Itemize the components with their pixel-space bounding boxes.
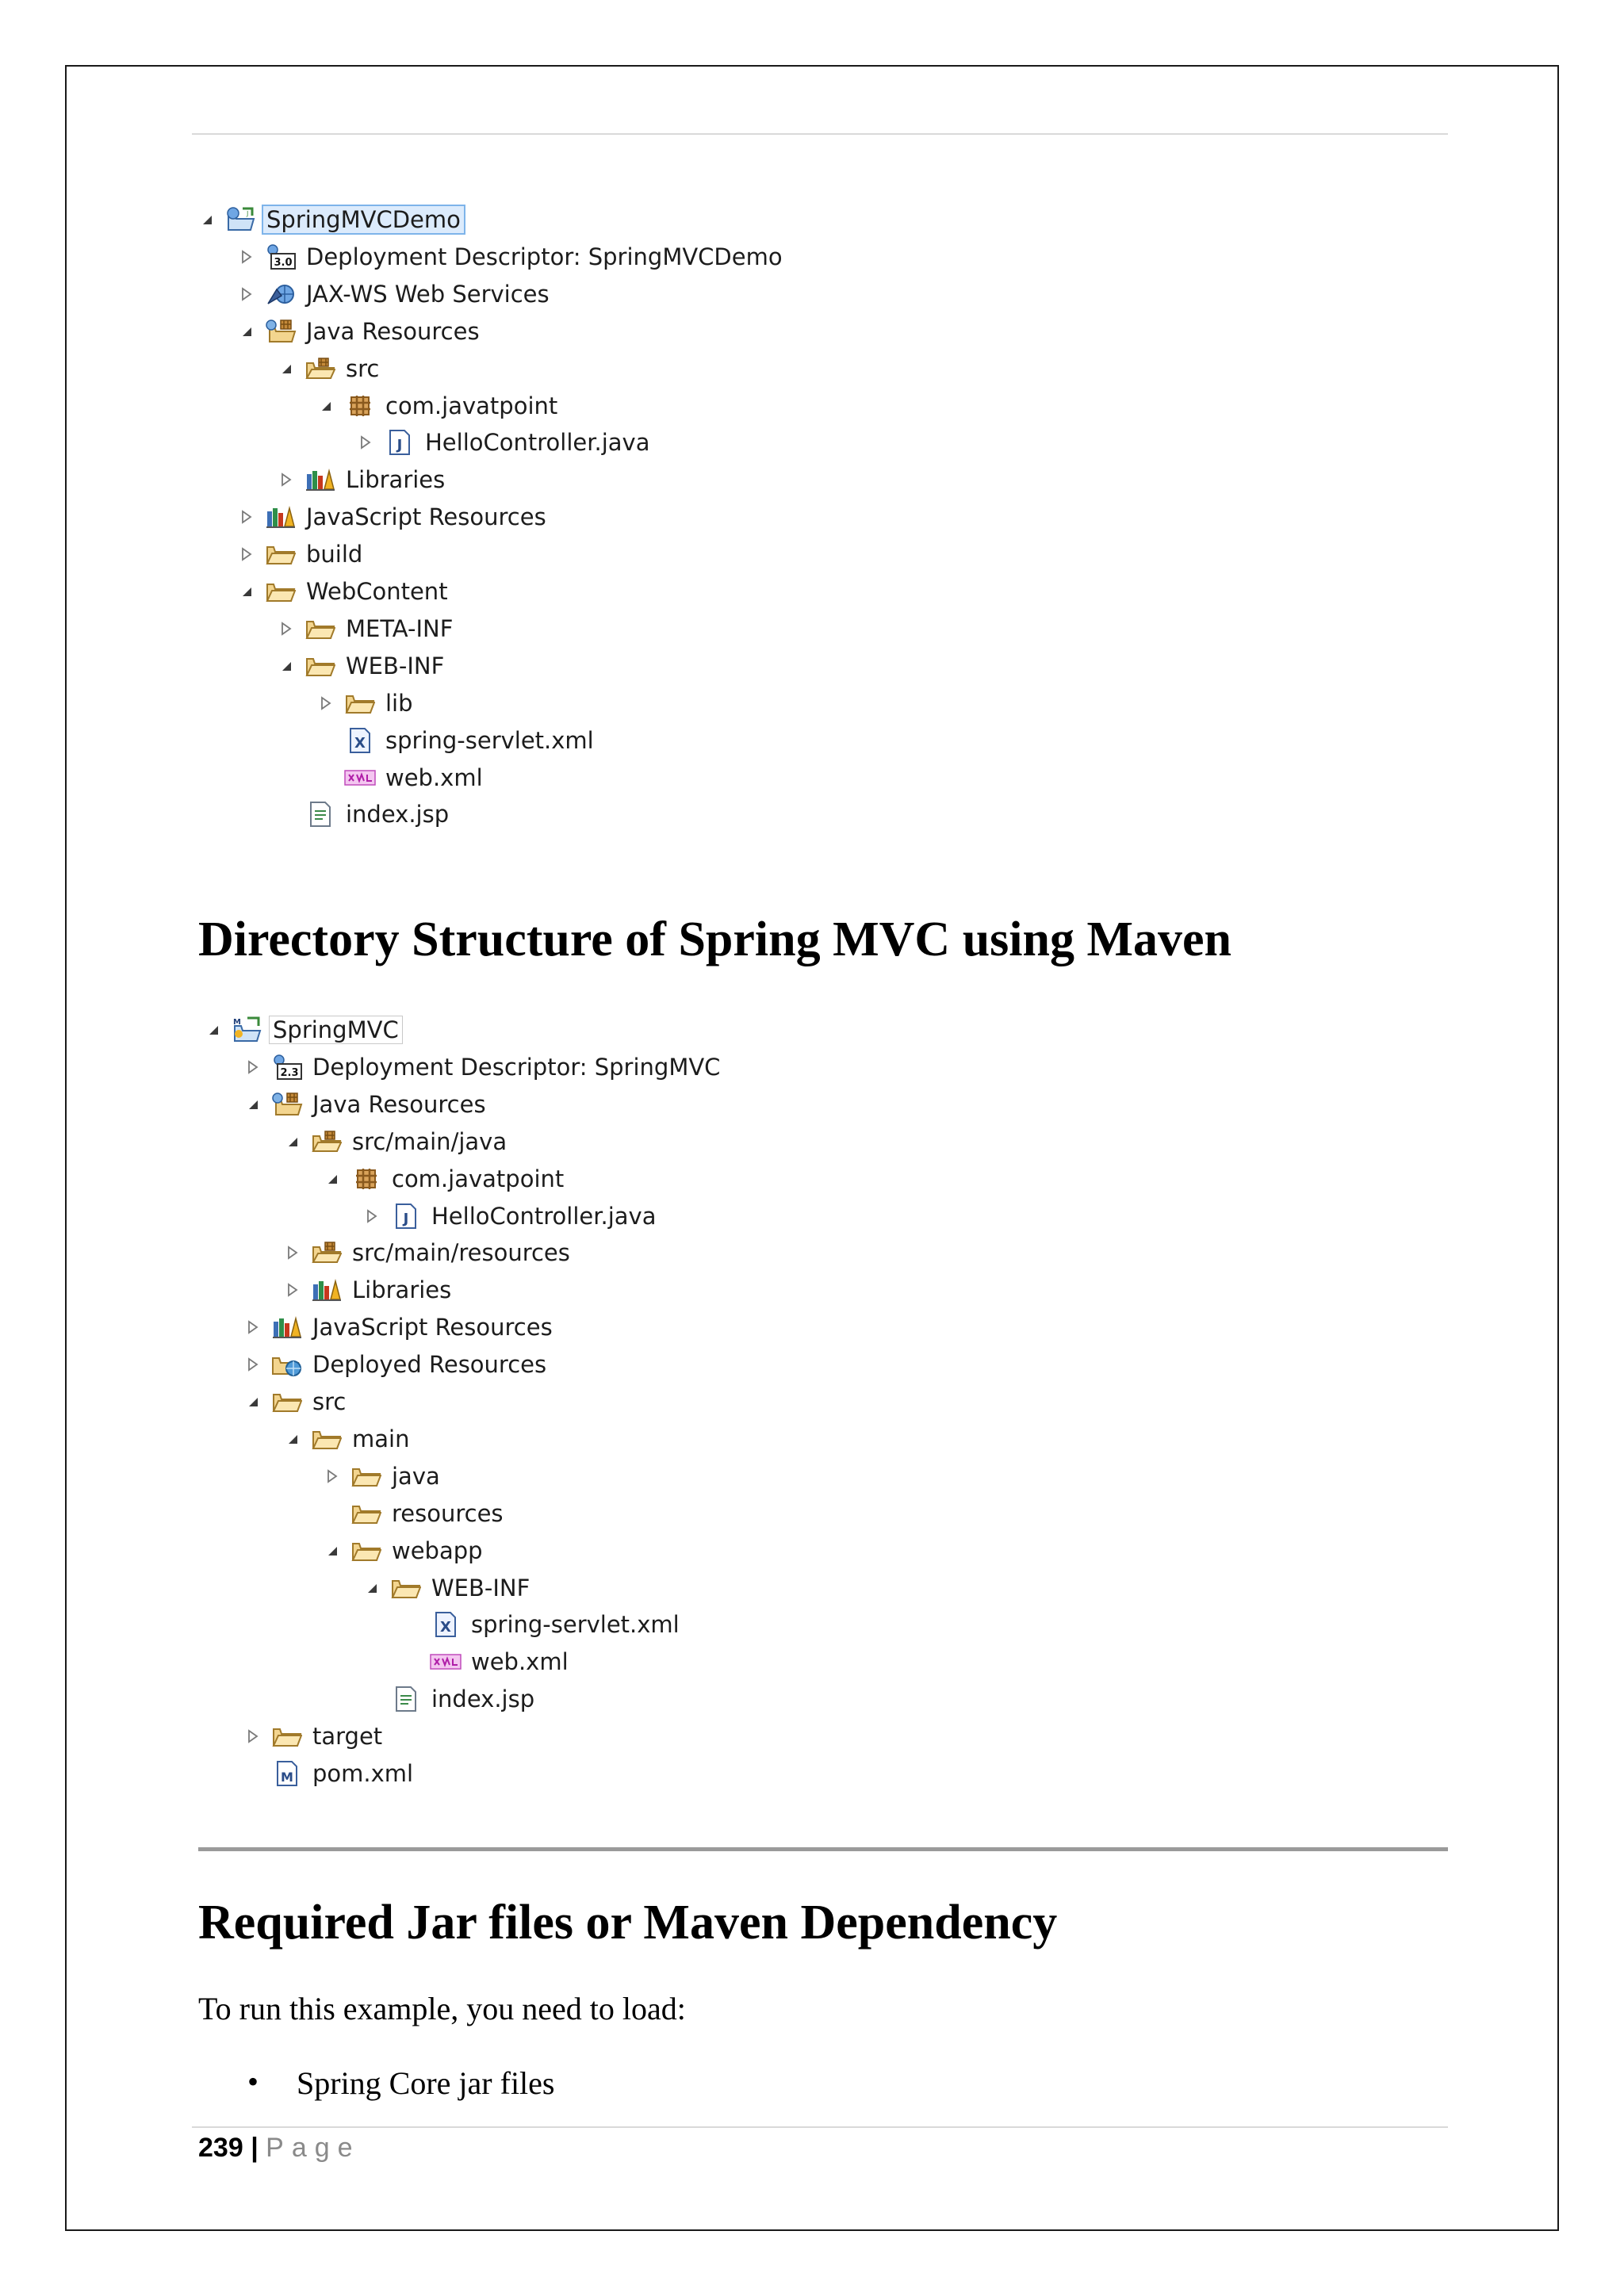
tree-item-label: Java Resources — [306, 317, 480, 345]
expanded-toggle-icon[interactable] — [236, 321, 257, 342]
header-rule — [192, 133, 1448, 135]
collapsed-toggle-icon[interactable] — [236, 247, 257, 267]
toggle-placeholder — [243, 1763, 263, 1784]
expanded-toggle-icon[interactable] — [197, 209, 217, 230]
folder-icon — [350, 1537, 382, 1564]
expanded-toggle-icon[interactable] — [316, 396, 336, 416]
collapsed-toggle-icon[interactable] — [316, 693, 336, 714]
tree-item-label: main — [352, 1425, 410, 1452]
folder-icon — [390, 1575, 422, 1601]
bullet-marker: • — [247, 2064, 259, 2099]
tree-item[interactable] — [362, 1571, 530, 1605]
expanded-toggle-icon[interactable] — [243, 1094, 263, 1115]
deployment-descriptor-icon — [265, 243, 297, 270]
tree-item-label: SpringMVCDemo — [262, 205, 465, 235]
tree-item-label: src/main/java — [352, 1127, 508, 1155]
collapsed-toggle-icon[interactable] — [322, 1466, 343, 1487]
tree-item-label: Deployment Descriptor: SpringMVC — [312, 1053, 721, 1081]
tree-item[interactable] — [316, 723, 594, 758]
tree-item[interactable] — [236, 574, 448, 609]
tree-item[interactable] — [401, 1607, 680, 1642]
collapsed-toggle-icon[interactable] — [236, 544, 257, 564]
tree-item[interactable] — [276, 611, 453, 646]
folder-icon — [265, 541, 297, 568]
source-folder-icon — [304, 355, 336, 382]
svg-text:J: J — [403, 1210, 409, 1227]
tree-item-label: Java Resources — [312, 1090, 486, 1118]
xml-file-icon — [430, 1648, 462, 1675]
toggle-placeholder — [316, 767, 336, 788]
collapsed-toggle-icon[interactable] — [236, 284, 257, 304]
toggle-placeholder — [316, 730, 336, 751]
collapsed-toggle-icon[interactable] — [243, 1057, 263, 1077]
tree-item[interactable] — [322, 1459, 440, 1494]
folder-icon — [304, 652, 336, 679]
folder-icon — [271, 1723, 303, 1750]
tree-item-label: WebContent — [306, 578, 448, 605]
package-icon — [344, 392, 376, 419]
tree-item[interactable] — [243, 1347, 546, 1382]
collapsed-toggle-icon[interactable] — [362, 1206, 382, 1226]
tree-item[interactable] — [322, 1161, 564, 1196]
expanded-toggle-icon[interactable] — [322, 1540, 343, 1561]
tree-item[interactable] — [401, 1644, 569, 1679]
maven-pom-icon — [271, 1760, 303, 1787]
web-services-icon — [265, 281, 297, 308]
page-number: 239 — [198, 2133, 243, 2163]
deployment-descriptor-icon — [271, 1054, 303, 1081]
tree-item[interactable] — [243, 1719, 382, 1754]
deployed-resources-icon — [271, 1351, 303, 1378]
tree-item[interactable] — [282, 1124, 507, 1159]
expanded-toggle-icon[interactable] — [362, 1578, 382, 1598]
folder-icon — [350, 1463, 382, 1490]
svg-text:X: X — [440, 1619, 451, 1636]
xml-file-icon — [344, 764, 376, 791]
source-folder-icon — [311, 1239, 343, 1266]
tree-item[interactable] — [236, 537, 362, 572]
svg-text:3.0: 3.0 — [274, 256, 293, 269]
xml-x-file-icon — [344, 727, 376, 754]
expanded-toggle-icon[interactable] — [282, 1131, 303, 1152]
toggle-placeholder — [322, 1503, 343, 1524]
jsp-file-icon — [304, 801, 336, 828]
heading-directory-structure: Directory Structure of Spring MVC using Maven — [198, 913, 1232, 966]
xml-x-file-icon — [430, 1611, 462, 1638]
tree-item[interactable] — [276, 649, 444, 683]
tree-item-label: src — [312, 1388, 347, 1415]
expanded-toggle-icon[interactable] — [243, 1391, 263, 1412]
tree-item-label: Deployed Resources — [312, 1351, 547, 1379]
libraries-icon — [271, 1314, 303, 1341]
tree-item-label: web.xml — [471, 1648, 569, 1676]
tree-item-label: Deployment Descriptor: SpringMVCDemo — [306, 243, 783, 270]
svg-text:M: M — [281, 1770, 293, 1785]
tree-item[interactable] — [243, 1050, 720, 1085]
collapsed-toggle-icon[interactable] — [355, 432, 376, 453]
folder-icon — [271, 1388, 303, 1415]
svg-text:M: M — [233, 1018, 241, 1027]
tree-item-label: spring-servlet.xml — [385, 726, 594, 754]
folder-icon — [265, 578, 297, 605]
libraries-icon — [304, 466, 336, 493]
tree-item[interactable] — [243, 1310, 553, 1345]
expanded-toggle-icon[interactable] — [203, 1020, 224, 1040]
folder-icon — [304, 615, 336, 642]
tree-item-label: JavaScript Resources — [312, 1314, 553, 1341]
expanded-toggle-icon[interactable] — [282, 1429, 303, 1449]
collapsed-toggle-icon[interactable] — [282, 1280, 303, 1300]
tree-item[interactable] — [243, 1087, 486, 1122]
tree-item[interactable] — [203, 1012, 403, 1047]
tree-item[interactable] — [236, 277, 550, 312]
expanded-toggle-icon[interactable] — [276, 358, 297, 379]
bullet-item: Spring Core jar files — [297, 2065, 555, 2101]
tree-item-label: Libraries — [346, 466, 446, 494]
java-resources-icon — [271, 1091, 303, 1118]
tree-item[interactable] — [362, 1199, 656, 1234]
tree-item-label: target — [312, 1723, 383, 1751]
jsp-file-icon — [390, 1686, 422, 1712]
intro-paragraph: To run this example, you need to load: — [198, 1991, 686, 2026]
tree-item[interactable] — [276, 351, 379, 386]
java-file-icon — [384, 429, 416, 456]
collapsed-toggle-icon[interactable] — [276, 618, 297, 639]
page-footer — [198, 2133, 361, 2164]
java-resources-icon — [265, 318, 297, 345]
tree-item[interactable] — [282, 1422, 409, 1456]
toggle-placeholder — [401, 1614, 422, 1635]
footer-rule — [192, 2126, 1448, 2128]
tree-item[interactable] — [276, 797, 449, 832]
tree-item[interactable] — [362, 1682, 534, 1716]
tree-item-label: index.jsp — [431, 1686, 535, 1713]
collapsed-toggle-icon[interactable] — [243, 1354, 263, 1375]
tree-item-label: WEB-INF — [431, 1574, 530, 1601]
heading-required-jars: Required Jar files or Maven Dependency — [198, 1896, 1058, 1950]
maven-project-icon — [232, 1016, 263, 1043]
tree-item[interactable] — [355, 425, 649, 460]
web-project-icon — [225, 206, 257, 233]
tree-item[interactable] — [316, 388, 557, 423]
tree-item-label: META-INF — [346, 614, 454, 642]
source-folder-icon — [311, 1128, 343, 1155]
tree-item[interactable] — [282, 1272, 451, 1307]
tree-item[interactable] — [236, 499, 546, 534]
java-file-icon — [390, 1203, 422, 1230]
tree-item-label: com.javatpoint — [385, 392, 558, 419]
tree-item-label: WEB-INF — [346, 652, 445, 679]
collapsed-toggle-icon[interactable] — [243, 1317, 263, 1337]
expanded-toggle-icon[interactable] — [322, 1169, 343, 1189]
expanded-toggle-icon[interactable] — [276, 656, 297, 676]
tree-item-label: pom.xml — [312, 1760, 414, 1787]
tree-item-label: src/main/resources — [352, 1239, 570, 1267]
toggle-placeholder — [401, 1651, 422, 1672]
toggle-placeholder — [362, 1689, 382, 1709]
tree-item[interactable] — [243, 1756, 413, 1791]
tree-item[interactable] — [282, 1235, 570, 1270]
collapsed-toggle-icon[interactable] — [282, 1242, 303, 1263]
tree-item[interactable] — [316, 686, 413, 721]
tree-item[interactable] — [236, 239, 783, 274]
page-word: Page — [266, 2133, 361, 2163]
svg-text:J: J — [396, 437, 403, 454]
package-icon — [350, 1165, 382, 1192]
tree-item-label: JavaScript Resources — [306, 503, 546, 531]
section-divider — [198, 1847, 1448, 1851]
collapsed-toggle-icon[interactable] — [236, 507, 257, 527]
tree-item[interactable] — [316, 760, 483, 795]
tree-item[interactable] — [322, 1496, 504, 1531]
folder-icon — [311, 1425, 343, 1452]
tree-item-label: src — [346, 354, 380, 382]
toggle-placeholder — [276, 804, 297, 825]
svg-text:J: J — [247, 210, 249, 217]
tree-item-label: com.javatpoint — [392, 1165, 565, 1192]
svg-text:2.3: 2.3 — [280, 1066, 299, 1079]
tree-item-label: resources — [392, 1499, 504, 1527]
tree-item[interactable] — [276, 462, 445, 497]
tree-item-label: index.jsp — [346, 801, 450, 828]
tree-item-label: lib — [385, 689, 413, 717]
tree-item-label: java — [392, 1462, 440, 1490]
libraries-icon — [311, 1276, 343, 1303]
tree-item-label: Libraries — [352, 1276, 452, 1304]
tree-item-label: HelloController.java — [431, 1202, 657, 1230]
tree-item-label: HelloController.java — [425, 429, 650, 457]
collapsed-toggle-icon[interactable] — [276, 469, 297, 490]
collapsed-toggle-icon[interactable] — [243, 1726, 263, 1747]
footer-separator: | — [251, 2133, 259, 2163]
tree-item[interactable] — [243, 1384, 346, 1419]
expanded-toggle-icon[interactable] — [236, 581, 257, 602]
tree-item[interactable] — [197, 202, 465, 237]
folder-icon — [344, 690, 376, 717]
tree-item-label: JAX-WS Web Services — [306, 280, 550, 308]
tree-item-label: spring-servlet.xml — [471, 1611, 680, 1639]
tree-item[interactable] — [322, 1533, 483, 1568]
tree-item[interactable] — [236, 314, 480, 349]
tree-item-label: build — [306, 541, 363, 568]
svg-text:X: X — [354, 734, 366, 752]
folder-icon — [350, 1500, 382, 1527]
tree-item-label: SpringMVC — [269, 1016, 403, 1044]
libraries-icon — [265, 503, 297, 530]
tree-item-label: webapp — [392, 1536, 483, 1564]
tree-item-label: web.xml — [385, 763, 483, 791]
